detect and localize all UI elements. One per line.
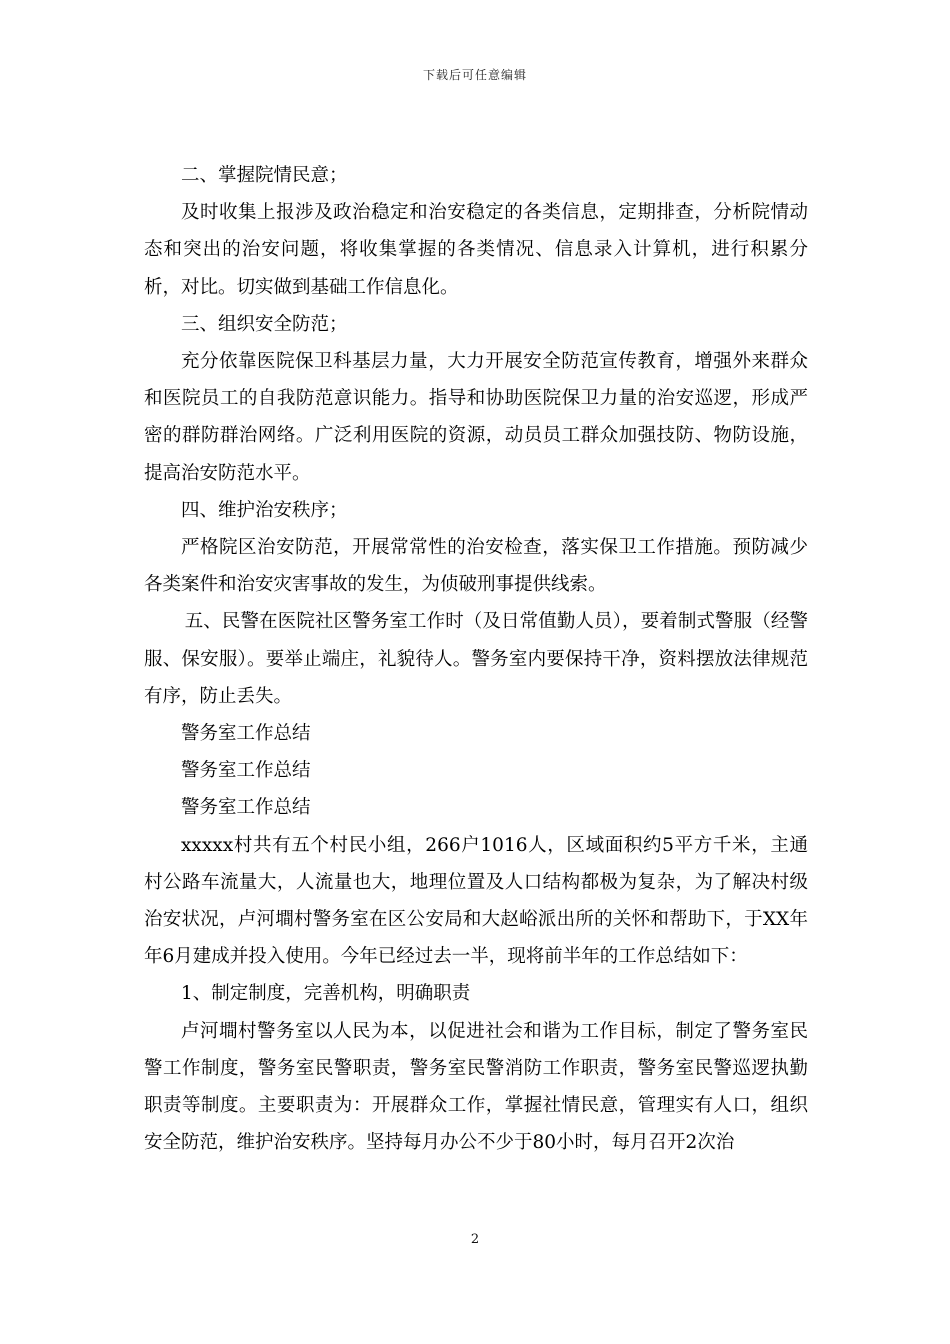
summary-title: 警务室工作总结: [181, 723, 311, 745]
document-body: [144, 157, 808, 1161]
paragraph: 及时收集上报涉及政治稳定和治安稳定的各类信息，定期排查，分析院情动态和突出的治安问题，将收集掌握的各类情况、信息录入计算机，进行积累分析，对比。切实做到基础工作信息化。: [144, 202, 808, 298]
subsection-heading-1: 1、制定制度，完善机构，明确职责: [181, 983, 471, 1005]
section-heading-3: 三、组织安全防范；: [181, 313, 348, 335]
summary-title: 警务室工作总结: [181, 760, 311, 782]
paragraph: 充分依靠医院保卫科基层力量，大力开展安全防范宣传教育，增强外来群众和医院员工的自我防范意识能力。指导和协助医院保卫力量的治安巡逻，形成严密的群防群治网络。广泛利用医院的资源，动员员工群众加强技防、物防设施，提高治安防范水平。: [144, 351, 808, 484]
header-note: 下载后可任意编辑: [422, 68, 527, 82]
section-heading-4: 四、维护治安秩序；: [181, 499, 348, 521]
paragraph: 严格院区治安防范，开展常常性的治安检查，落实保卫工作措施。预防减少各类案件和治安灾害事故的发生，为侦破刑事提供线索。: [144, 537, 808, 596]
section-heading-2: 二、掌握院情民意；: [181, 165, 348, 186]
paragraph: xxxxx村共有五个村民小组，266户1016人，区域面积约5平方千米，主通村公路车流量大，人流量也大，地理位置及人口结构都极为复杂，为了解决村级治安状况，卢河墹村警务室在区公安局和大赵峪派出所的关怀和帮助下，于XX年年6月建成并投入使用。今年已经过去一半，现将前半年的工作总结如下：: [144, 834, 808, 968]
paragraph: 卢河墹村警务室以人民为本，以促进社会和谐为工作目标，制定了警务室民警工作制度，警务室民警职责，警务室民警消防工作职责，警务室民警巡逻执勤职责等制度。主要职责为：开展群众工作，掌握社情民意，管理实有人口，组织安全防范，维护治安秩序。坚持每月办公不少于80小时，每月召开2次治: [144, 1020, 808, 1154]
section-heading-5: 五、民警在医院社区警务室工作时（及日常值勤人员），要着制式警服（经警服、保安服）。要举止端庄，礼貌待人。警务室内要保持干净，资料摆放法律规范有序，防止丢失。: [144, 611, 808, 707]
page-number: 2: [470, 1232, 480, 1247]
summary-title: 警务室工作总结: [181, 797, 311, 819]
